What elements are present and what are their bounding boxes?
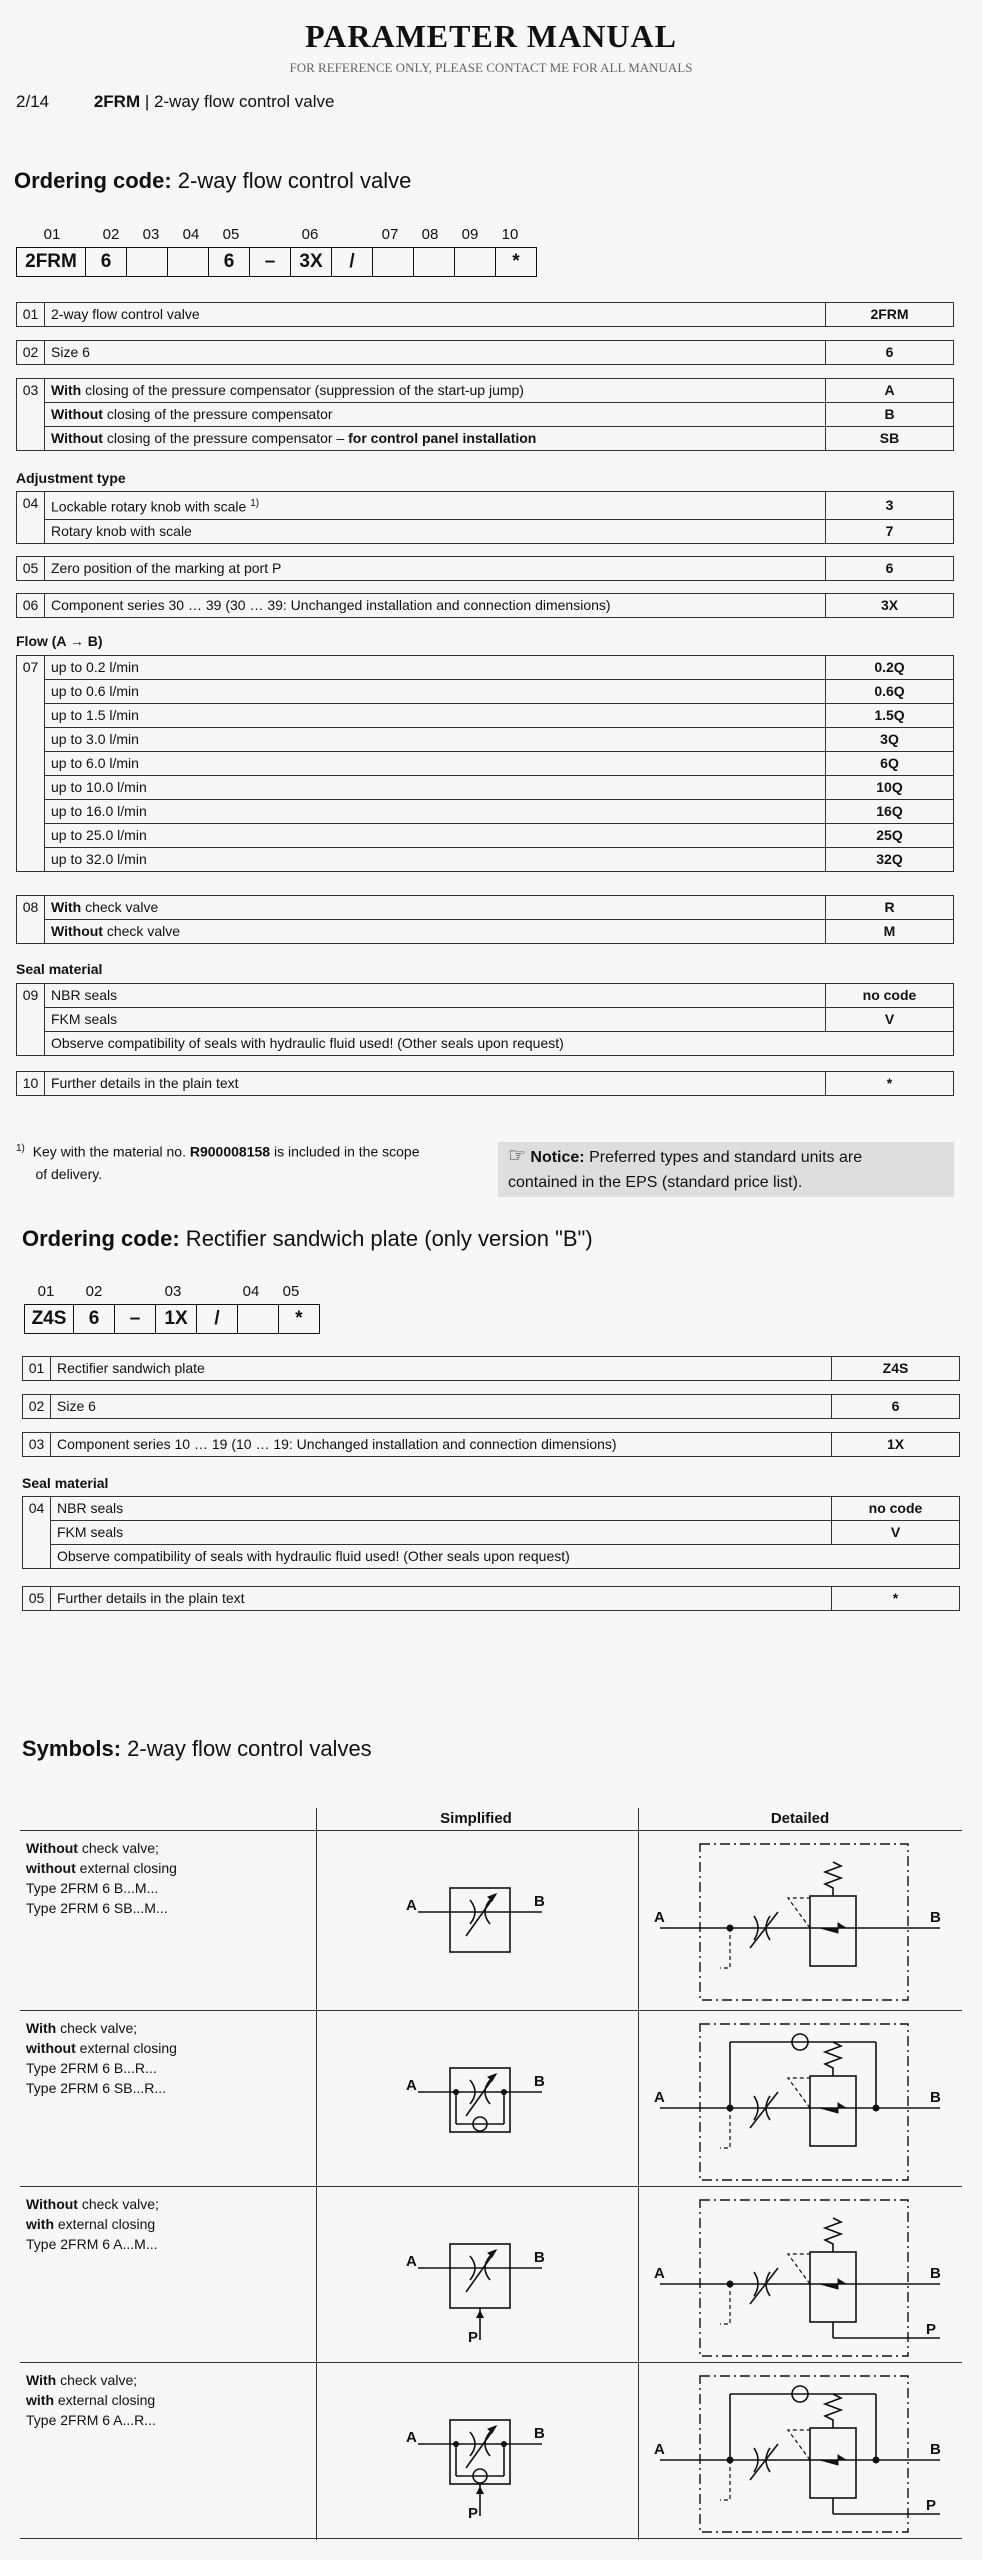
table-row: up to 10.0 l/min 10Q (17, 776, 954, 800)
rectifier-table-03 (22, 1432, 960, 1457)
table-row: Without closing of the pressure compensator B (17, 403, 954, 427)
table-row: 08 With check valve R (17, 896, 954, 920)
table-row: up to 6.0 l/min 6Q (17, 752, 954, 776)
table-row: up to 32.0 l/min 32Q (17, 848, 954, 872)
svg-text:B: B (534, 2249, 545, 2266)
symbol-row-label: With check valve; without external closing Type 2FRM 6 B...R... Type 2FRM 6 SB...R... (26, 2020, 177, 2096)
detailed-symbol (650, 1832, 950, 2008)
ordering-table-04 (16, 491, 954, 544)
table-row: up to 0.6 l/min 0.6Q (17, 680, 954, 704)
divider (20, 2010, 962, 2011)
table-row: Observe compatibility of seals with hydraulic fluid used! (Other seals upon request) (17, 1032, 954, 1056)
code-position-label: 04 (242, 1283, 260, 1300)
table-row: 02 Size 6 6 (17, 341, 954, 365)
table-row: 07 up to 0.2 l/min 0.2Q (17, 656, 954, 680)
table-row: up to 1.5 l/min 1.5Q (17, 704, 954, 728)
code-position-label: 02 (102, 226, 120, 243)
detailed-symbol (650, 2188, 950, 2364)
symbols-table (20, 1808, 962, 2540)
table-row: FKM seals V (17, 1008, 954, 1032)
symbols-title: Symbols: 2-way flow control valves (22, 1736, 372, 1761)
code-box: Z4S (25, 1305, 74, 1333)
table-row: 03 With closing of the pressure compensator (suppression of the start-up jump) A (17, 379, 954, 403)
page-number: 2/14 (16, 92, 50, 111)
svg-text:A: A (654, 2089, 665, 2106)
code-position-label: 10 (501, 226, 519, 243)
page-reference (16, 92, 334, 112)
divider (316, 1808, 317, 2540)
svg-text:P: P (926, 2321, 937, 2338)
detailed-symbol (650, 2364, 950, 2540)
table-row: up to 3.0 l/min 3Q (17, 728, 954, 752)
code-box (238, 1305, 279, 1333)
code-position-label: 06 (301, 226, 319, 243)
rectifier-code-boxes (24, 1304, 320, 1334)
svg-text:P: P (468, 2505, 479, 2522)
code-box (373, 248, 414, 276)
code-box: * (512, 251, 520, 272)
code-box: 1X (156, 1305, 197, 1333)
code-position-label: 05 (222, 226, 240, 243)
flow-heading: Flow (A → B) (16, 633, 103, 649)
svg-text:A: A (406, 2253, 417, 2270)
code-box: 3X (291, 248, 332, 276)
code-position-label: 03 (164, 1283, 182, 1300)
code-box (127, 248, 168, 276)
product-description: | 2-way flow control valve (144, 92, 335, 111)
table-row: Without closing of the pressure compensator – for control panel installation SB (17, 427, 954, 451)
code-box: 6 (209, 248, 250, 276)
code-box: 6 (86, 248, 127, 276)
rectifier-table-05 (22, 1586, 960, 1611)
svg-text:P: P (926, 2497, 937, 2514)
simplified-symbol (406, 1844, 546, 1994)
table-row: 04 NBR seals no code (23, 1497, 960, 1521)
code-box (168, 248, 209, 276)
table-row: up to 25.0 l/min 25Q (17, 824, 954, 848)
code-box: – (250, 248, 291, 276)
svg-text:A: A (406, 2077, 417, 2094)
footnote: $^{1)}$ Key with the material no. R900008158 is included in the scope of delivery. (16, 1143, 420, 1182)
svg-text:B: B (930, 2089, 941, 2106)
simplified-symbol (406, 2376, 546, 2526)
svg-text:A: A (654, 2441, 665, 2458)
product-code: 2FRM (93, 92, 141, 111)
table-row: 10 Further details in the plain text * (17, 1072, 954, 1096)
ordering-table-09 (16, 983, 954, 1056)
table-row: FKM seals V (23, 1521, 960, 1545)
ordering-table-02 (16, 340, 954, 365)
svg-text:A: A (654, 1909, 665, 1926)
code-box: 2FRM (17, 248, 86, 276)
table-row: 05 Zero position of the marking at port P 6 (17, 557, 954, 581)
svg-text:B: B (930, 2441, 941, 2458)
svg-text:B: B (534, 2425, 545, 2442)
document-title: PARAMETER MANUAL (305, 18, 677, 54)
ordering-table-01-02 (16, 302, 954, 327)
table-row: 05 Further details in the plain text * (23, 1587, 960, 1611)
document-subtitle: FOR REFERENCE ONLY, PLEASE CONTACT ME FOR ALL MANUALS (289, 60, 693, 75)
divider (638, 1808, 639, 2540)
table-row: 06 Component series 30 … 39 (30 … 39: Unchanged installation and connection dimensions) 3X (17, 594, 954, 618)
col-simplified: Simplified (440, 1810, 512, 1827)
svg-text:P: P (468, 2329, 479, 2346)
code-box (414, 248, 455, 276)
ordering-table-05 (16, 556, 954, 581)
rectifier-seal-heading: Seal material (22, 1475, 109, 1491)
code-box (455, 248, 496, 276)
rectifier-table-04 (22, 1496, 960, 1569)
rectifier-ordering-code-title: Ordering code: Rectifier sandwich plate (only version "B") (22, 1226, 593, 1251)
table-row: Without check valve M (17, 920, 954, 944)
symbol-row-label: With check valve; with external closing Type 2FRM 6 A...R... (26, 2372, 156, 2428)
pointing-hand-icon: ☞ (508, 1145, 526, 1167)
svg-text:B: B (930, 1909, 941, 1926)
symbol-row-label: Without check valve; with external closing Type 2FRM 6 A...M... (26, 2196, 159, 2252)
code-position-label: 09 (461, 226, 479, 243)
simplified-symbol (406, 2024, 546, 2174)
code-position-label: 01 (37, 1283, 55, 1300)
table-row: 01 2-way flow control valve 2FRM (17, 303, 954, 327)
ordering-table-08 (16, 895, 954, 944)
simplified-symbol (406, 2200, 546, 2350)
code-position-label: 05 (282, 1283, 300, 1300)
code-position-label: 03 (142, 226, 160, 243)
table-row: 03 Component series 10 … 19 (10 … 19: Unchanged installation and connection dimensions) 1X (23, 1433, 960, 1457)
code-position-label: 08 (421, 226, 439, 243)
table-row: 09 NBR seals no code (17, 984, 954, 1008)
notice-box: ☞ Notice: Preferred types and standard units are contained in the EPS (standard price list). (498, 1142, 954, 1197)
code-box: * (295, 1308, 303, 1329)
code-box: – (115, 1305, 156, 1333)
ordering-table-07-flow (16, 655, 954, 872)
table-row: up to 16.0 l/min 16Q (17, 800, 954, 824)
svg-text:B: B (930, 2265, 941, 2282)
code-position-label: 01 (43, 226, 61, 243)
table-row: 01 Rectifier sandwich plate Z4S (23, 1357, 960, 1381)
seal-material-heading: Seal material (16, 961, 103, 977)
svg-text:B: B (534, 1893, 545, 1910)
code-box: 6 (74, 1305, 115, 1333)
detailed-symbol (650, 2012, 950, 2188)
col-detailed: Detailed (770, 1810, 830, 1827)
ordering-table-06 (16, 593, 954, 618)
ordering-table-10 (16, 1071, 954, 1096)
code-position-label: 04 (182, 226, 200, 243)
table-row: 02 Size 6 6 (23, 1395, 960, 1419)
symbol-row-label: Without check valve; without external closing Type 2FRM 6 B...M... Type 2FRM 6 SB...M... (26, 1840, 177, 1916)
rectifier-table-01 (22, 1356, 960, 1381)
svg-text:A: A (654, 2265, 665, 2282)
divider (20, 1830, 962, 1831)
adjustment-type-heading: Adjustment type (16, 470, 126, 486)
code-position-label: 07 (381, 226, 399, 243)
ordering-code-boxes (16, 247, 537, 277)
ordering-table-03 (16, 378, 954, 451)
code-position-label: 02 (85, 1283, 103, 1300)
code-box: / (197, 1305, 238, 1333)
svg-text:A: A (406, 1897, 417, 1914)
code-box: / (332, 248, 373, 276)
ordering-code-title: Ordering code: 2-way flow control valve (14, 168, 412, 193)
table-row: 04 Lockable rotary knob with scale $^{1)}$ 3 (17, 492, 954, 520)
table-row: Observe compatibility of seals with hydraulic fluid used! (Other seals upon request) (23, 1545, 960, 1569)
table-row: Rotary knob with scale 7 (17, 519, 954, 543)
svg-text:B: B (534, 2073, 545, 2090)
svg-text:A: A (406, 2429, 417, 2446)
rectifier-table-02 (22, 1394, 960, 1419)
